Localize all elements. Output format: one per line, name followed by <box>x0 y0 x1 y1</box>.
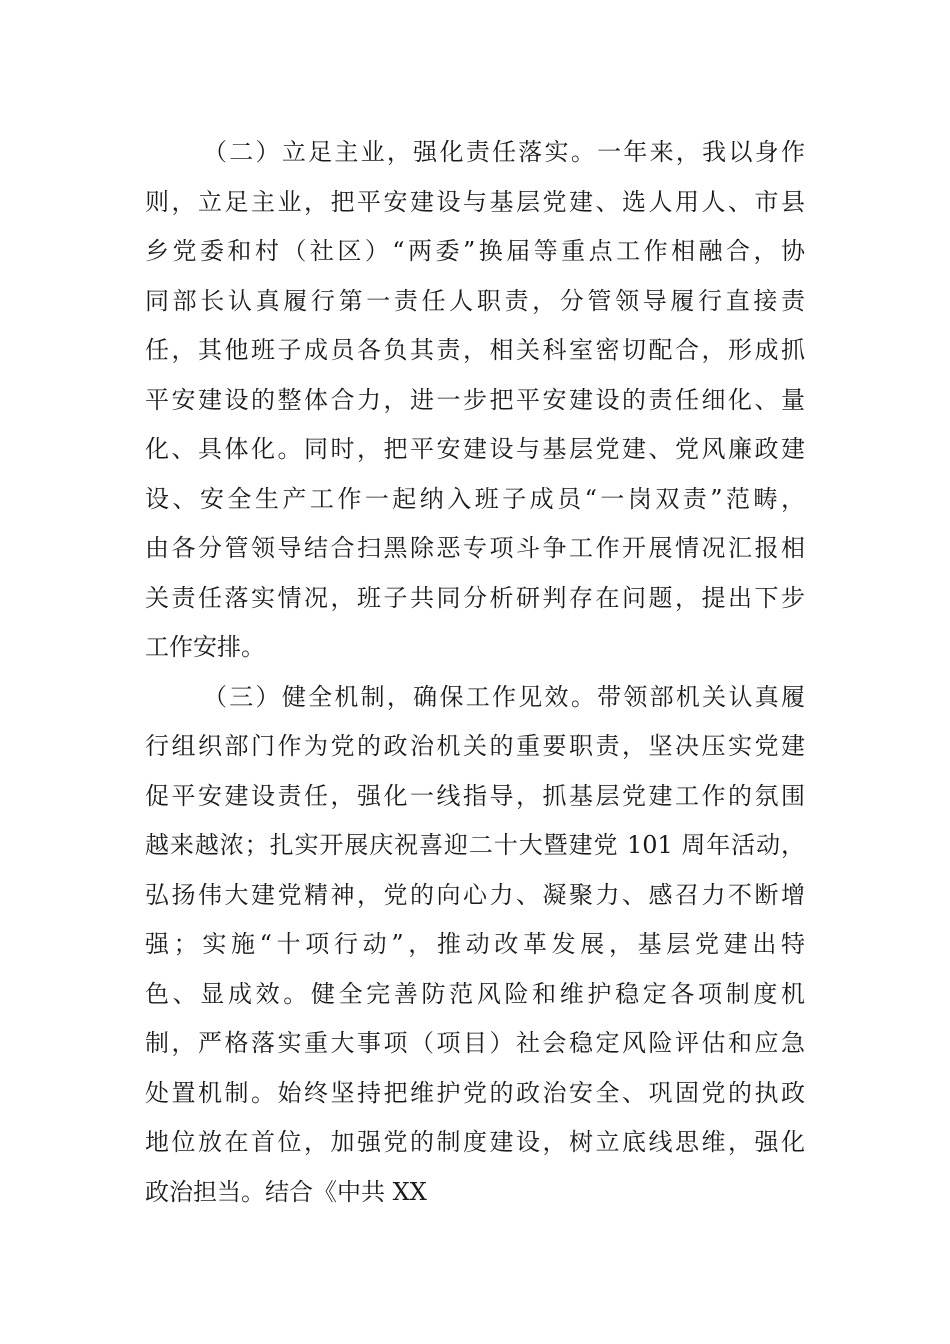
paragraph-2-line-4: 越来越浓；扎实开展庆祝喜迎二十大暨建党 101 周年活动， <box>145 831 805 859</box>
paragraph-2-line-6: 强；实施“十项行动”，推动改革发展，基层党建出特 <box>145 930 805 958</box>
paragraph-1-line-9: 由各分管领导结合扫黑除恶专项斗争工作开展情况汇报相 <box>145 534 805 562</box>
paragraph-2-line-9: 处置机制。始终坚持把维护党的政治安全、巩固党的执政 <box>145 1079 805 1107</box>
paragraph-1-line-2: 则，立足主业，把平安建设与基层党建、选人用人、市县 <box>145 188 805 216</box>
paragraph-2-line-11: 政治担当。结合《中共 XX <box>145 1178 427 1206</box>
paragraph-1-line-4: 同部长认真履行第一责任人职责，分管领导履行直接责 <box>145 287 805 315</box>
paragraph-1-line-11: 工作安排。 <box>145 633 265 661</box>
paragraph-2-line-5: 弘扬伟大建党精神，党的向心力、凝聚力、感召力不断增 <box>145 881 805 909</box>
paragraph-1-line-6: 平安建设的整体合力，进一步把平安建设的责任细化、量 <box>145 386 805 414</box>
paragraph-2-line-3: 促平安建设责任，强化一线指导，抓基层党建工作的氛围 <box>145 782 805 810</box>
paragraph-1-line-8: 设、安全生产工作一起纳入班子成员“一岗双责”范畴， <box>145 485 805 513</box>
paragraph-1-line-1: （二）立足主业，强化责任落实。一年来，我以身作 <box>203 138 805 166</box>
paragraph-1-line-10: 关责任落实情况，班子共同分析研判存在问题，提出下步 <box>145 584 805 612</box>
paragraph-2-line-2: 行组织部门作为党的政治机关的重要职责，坚决压实党建 <box>145 732 805 760</box>
paragraph-2-line-10: 地位放在首位，加强党的制度建设，树立底线思维，强化 <box>145 1128 805 1156</box>
paragraph-1-line-3: 乡党委和村（社区）“两委”换届等重点工作相融合，协 <box>145 237 805 265</box>
paragraph-1-line-7: 化、具体化。同时，把平安建设与基层党建、党风廉政建 <box>145 435 805 463</box>
paragraph-2-line-8: 制，严格落实重大事项（项目）社会稳定风险评估和应急 <box>145 1029 805 1057</box>
paragraph-2-line-1: （三）健全机制，确保工作见效。带领部机关认真履 <box>203 683 805 711</box>
paragraph-1-line-5: 任，其他班子成员各负其责，相关科室密切配合，形成抓 <box>145 336 805 364</box>
paragraph-2-line-7: 色、显成效。健全完善防范风险和维护稳定各项制度机 <box>145 980 805 1008</box>
